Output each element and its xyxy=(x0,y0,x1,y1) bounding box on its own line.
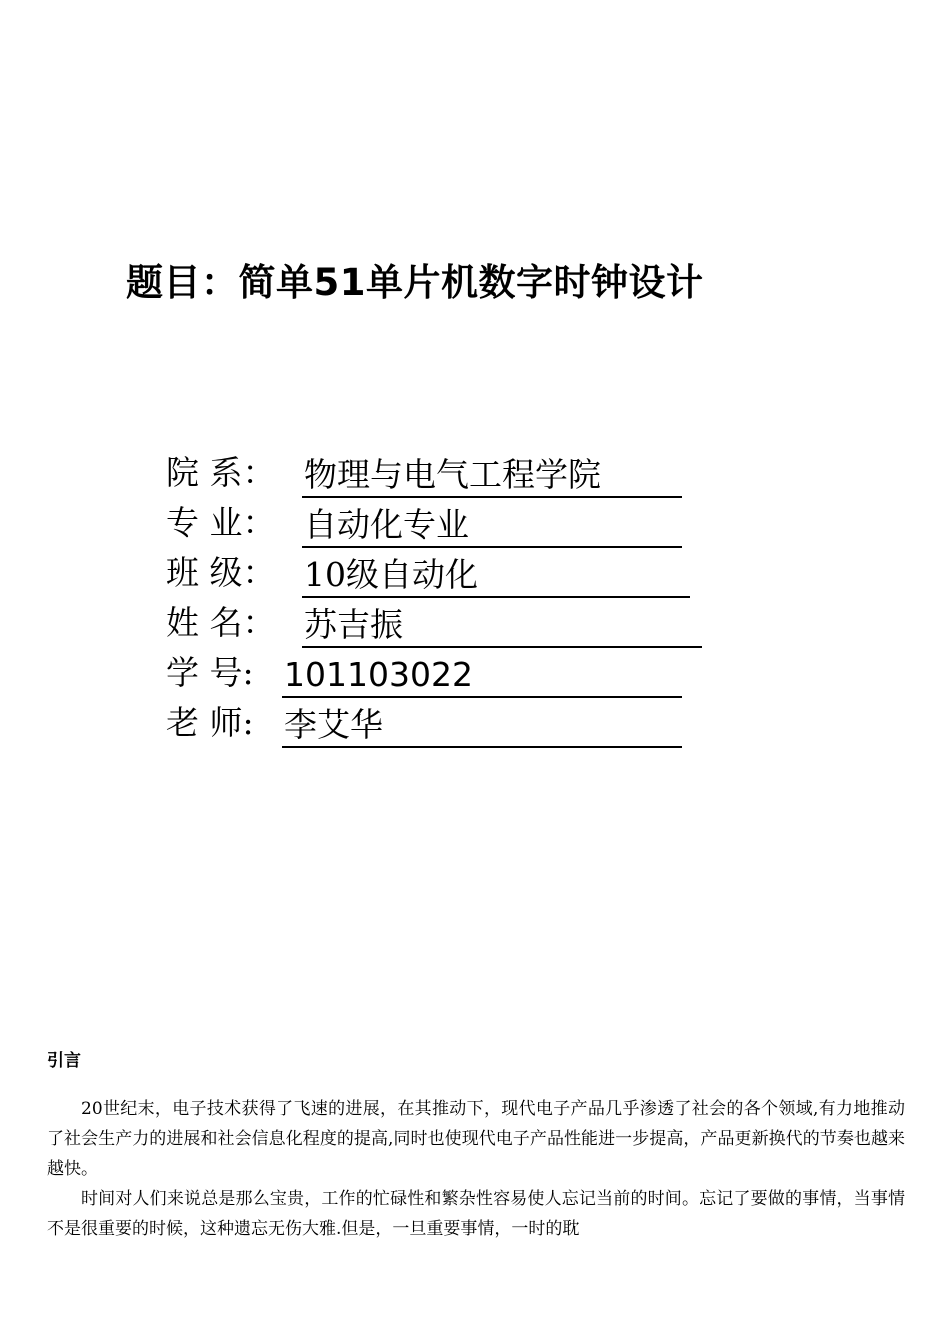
info-label-major: 专 业： xyxy=(166,503,276,542)
info-label-name: 姓 名： xyxy=(166,603,276,642)
info-label-department: 院 系： xyxy=(166,453,276,492)
info-value-student-id: 101103022 xyxy=(282,654,682,698)
info-value-department: 物理与电气工程学院 xyxy=(302,454,682,498)
info-label-class: 班 级： xyxy=(166,553,276,592)
info-label-student-id: 学 号: xyxy=(166,653,254,692)
info-value-teacher: 李艾华 xyxy=(282,704,682,748)
info-label-teacher: 老 师: xyxy=(166,703,254,742)
body-text xyxy=(47,1094,905,1244)
paragraph-2: 时间对人们来说总是那么宝贵，工作的忙碌性和繁杂性容易使人忘记当前的时间。忘记了要做的事情，当事情不是很重要的时候，这种遗忘无伤大雅.但是，一旦重要事情，一时的耽 xyxy=(47,1189,905,1239)
info-value-name: 苏吉振 xyxy=(302,604,702,648)
document-title: 题目：简单51单片机数字时钟设计 xyxy=(126,261,704,304)
paragraph-1: 20世纪末，电子技术获得了飞速的进展，在其推动下，现代电子产品几乎渗透了社会的各个领域,有力地推动了社会生产力的进展和社会信息化程度的提高,同时也使现代电子产品性能进一步提高，产品更新换代的节奏也越来越快。 xyxy=(47,1099,905,1179)
info-value-major: 自动化专业 xyxy=(302,504,682,548)
section-heading: 引言 xyxy=(47,1051,81,1071)
info-value-class: 10级自动化 xyxy=(302,554,690,598)
